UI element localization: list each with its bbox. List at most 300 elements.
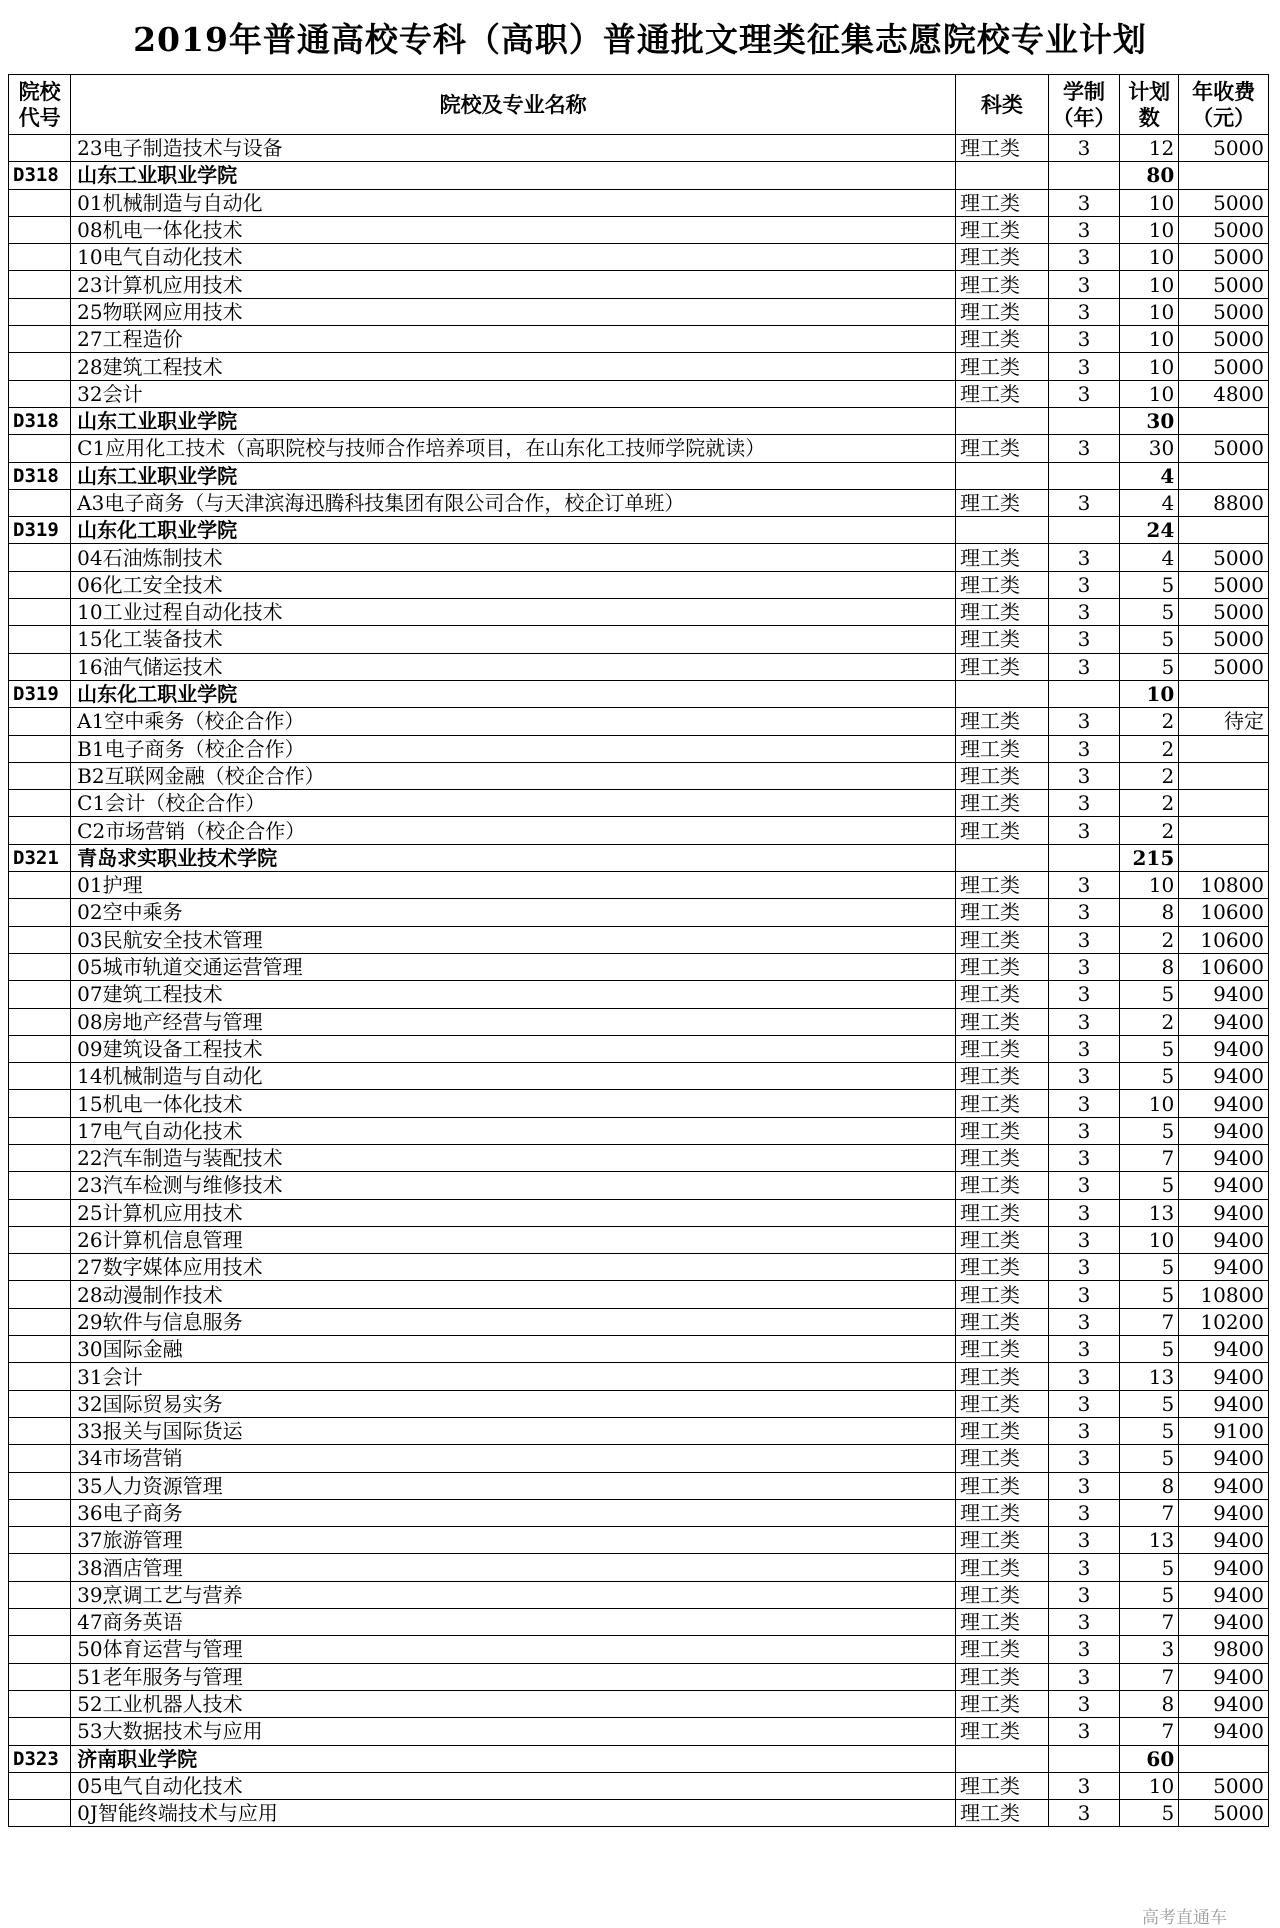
cell-name: 22汽车制造与装配技术 [71,1144,956,1171]
major-row [9,1499,1269,1526]
cell-fee: 5000 [1179,189,1269,216]
cell-fee [1179,407,1269,434]
major-row [9,1308,1269,1335]
major-row [9,1172,1269,1199]
cell-category: 理工类 [956,1008,1049,1035]
cell-duration: 3 [1048,1117,1119,1144]
cell-plan: 5 [1120,1336,1179,1363]
cell-duration: 3 [1048,653,1119,680]
major-row [9,599,1269,626]
cell-category: 理工类 [956,981,1049,1008]
cell-plan: 10 [1120,1226,1179,1253]
major-row [9,899,1269,926]
school-row [9,162,1269,189]
cell-fee [1179,680,1269,707]
cell-category: 理工类 [956,1090,1049,1117]
cell-duration: 3 [1048,1035,1119,1062]
major-row [9,953,1269,980]
cell-duration: 3 [1048,298,1119,325]
major-row [9,1800,1269,1827]
cell-name: 15机电一体化技术 [71,1090,956,1117]
cell-fee: 9100 [1179,1417,1269,1444]
major-row [9,735,1269,762]
cell-category: 理工类 [956,1718,1049,1745]
cell-fee: 10600 [1179,899,1269,926]
cell-fee: 10200 [1179,1308,1269,1335]
major-row [9,1199,1269,1226]
cell-plan: 8 [1120,899,1179,926]
cell-duration: 3 [1048,981,1119,1008]
major-row [9,135,1269,162]
cell-plan: 5 [1120,653,1179,680]
cell-name: 31会计 [71,1363,956,1390]
cell-plan: 5 [1120,1063,1179,1090]
cell-plan: 5 [1120,1554,1179,1581]
cell-name: 08房地产经营与管理 [71,1008,956,1035]
cell-code [9,735,71,762]
cell-category: 理工类 [956,1609,1049,1636]
major-row [9,762,1269,789]
cell-code [9,1199,71,1226]
cell-fee: 9400 [1179,1199,1269,1226]
cell-duration: 3 [1048,1144,1119,1171]
cell-duration: 3 [1048,1172,1119,1199]
cell-duration: 3 [1048,1554,1119,1581]
cell-name: 山东工业职业学院 [71,407,956,434]
cell-name: 02空中乘务 [71,899,956,926]
cell-category: 理工类 [956,953,1049,980]
cell-plan: 4 [1120,462,1179,489]
school-row [9,517,1269,544]
cell-category [956,407,1049,434]
cell-duration: 3 [1048,1690,1119,1717]
cell-category: 理工类 [956,1772,1049,1799]
major-row [9,1445,1269,1472]
header-category: 科类 [956,75,1049,135]
major-row [9,1063,1269,1090]
cell-duration [1048,462,1119,489]
cell-code [9,1090,71,1117]
cell-category: 理工类 [956,1363,1049,1390]
cell-name: 山东工业职业学院 [71,162,956,189]
cell-category: 理工类 [956,1336,1049,1363]
cell-plan: 8 [1120,953,1179,980]
cell-name: C1应用化工技术（高职院校与技师合作培养项目，在山东化工技师学院就读） [71,435,956,462]
cell-fee: 9400 [1179,1090,1269,1117]
cell-fee: 9400 [1179,1336,1269,1363]
cell-code [9,1226,71,1253]
cell-code [9,435,71,462]
cell-duration [1048,680,1119,707]
cell-name: 34市场营销 [71,1445,956,1472]
cell-duration: 3 [1048,1199,1119,1226]
enrollment-plan-table [8,74,1269,1827]
cell-plan: 2 [1120,708,1179,735]
major-row [9,1363,1269,1390]
cell-category: 理工类 [956,926,1049,953]
cell-plan: 7 [1120,1663,1179,1690]
cell-name: 28建筑工程技术 [71,353,956,380]
cell-name: 47商务英语 [71,1609,956,1636]
major-row [9,1690,1269,1717]
cell-code [9,1609,71,1636]
cell-category: 理工类 [956,1226,1049,1253]
cell-plan: 10 [1120,189,1179,216]
cell-category: 理工类 [956,380,1049,407]
cell-duration: 3 [1048,216,1119,243]
major-row [9,790,1269,817]
cell-name: 17电气自动化技术 [71,1117,956,1144]
cell-category: 理工类 [956,216,1049,243]
table-body [9,135,1269,1827]
cell-category: 理工类 [956,489,1049,516]
major-row [9,926,1269,953]
header-name: 院校及专业名称 [71,75,956,135]
cell-fee: 5000 [1179,135,1269,162]
major-row [9,544,1269,571]
cell-fee: 5000 [1179,1800,1269,1827]
cell-plan: 10 [1120,244,1179,271]
cell-name: 09建筑设备工程技术 [71,1035,956,1062]
cell-name: 51老年服务与管理 [71,1663,956,1690]
cell-plan: 5 [1120,1800,1179,1827]
major-row [9,1254,1269,1281]
cell-plan: 10 [1120,1772,1179,1799]
cell-name: 山东化工职业学院 [71,680,956,707]
cell-category: 理工类 [956,899,1049,926]
cell-name: 36电子商务 [71,1499,956,1526]
school-row [9,680,1269,707]
cell-fee: 5000 [1179,435,1269,462]
cell-name: 01机械制造与自动化 [71,189,956,216]
cell-plan: 10 [1120,298,1179,325]
table-header-row [9,75,1269,135]
cell-duration: 3 [1048,271,1119,298]
cell-category: 理工类 [956,1581,1049,1608]
cell-category: 理工类 [956,735,1049,762]
major-row [9,626,1269,653]
major-row [9,817,1269,844]
cell-fee: 5000 [1179,271,1269,298]
cell-category: 理工类 [956,1554,1049,1581]
cell-code [9,544,71,571]
cell-category: 理工类 [956,298,1049,325]
cell-code [9,380,71,407]
header-plan: 计划数 [1120,75,1179,135]
major-row [9,1090,1269,1117]
cell-plan: 7 [1120,1609,1179,1636]
cell-code [9,1554,71,1581]
major-row [9,353,1269,380]
cell-fee: 9400 [1179,1718,1269,1745]
cell-plan: 5 [1120,599,1179,626]
cell-code [9,189,71,216]
major-row [9,1718,1269,1745]
cell-name: 38酒店管理 [71,1554,956,1581]
major-row [9,981,1269,1008]
cell-code [9,872,71,899]
cell-name: 25物联网应用技术 [71,298,956,325]
major-row [9,1144,1269,1171]
cell-fee: 10600 [1179,953,1269,980]
cell-category: 理工类 [956,1472,1049,1499]
cell-code: D319 [9,517,71,544]
major-row [9,216,1269,243]
cell-name: 37旅游管理 [71,1527,956,1554]
cell-name: B1电子商务（校企合作） [71,735,956,762]
cell-plan: 5 [1120,1445,1179,1472]
cell-plan: 5 [1120,626,1179,653]
cell-category: 理工类 [956,435,1049,462]
cell-plan: 8 [1120,1690,1179,1717]
cell-category [956,462,1049,489]
cell-duration: 3 [1048,735,1119,762]
cell-name: 35人力资源管理 [71,1472,956,1499]
cell-category: 理工类 [956,1281,1049,1308]
cell-name: 14机械制造与自动化 [71,1063,956,1090]
cell-name: 03民航安全技术管理 [71,926,956,953]
cell-plan: 7 [1120,1718,1179,1745]
cell-duration: 3 [1048,1254,1119,1281]
cell-duration: 3 [1048,244,1119,271]
cell-fee: 9400 [1179,1472,1269,1499]
cell-code [9,1308,71,1335]
cell-code [9,953,71,980]
cell-fee [1179,517,1269,544]
cell-plan: 10 [1120,872,1179,899]
cell-plan: 7 [1120,1499,1179,1526]
cell-fee: 9400 [1179,1063,1269,1090]
major-row [9,1035,1269,1062]
major-row [9,1554,1269,1581]
watermark: 高考直通车 [1142,1908,1227,1928]
cell-duration: 3 [1048,1363,1119,1390]
cell-fee: 9400 [1179,1254,1269,1281]
cell-name: 25计算机应用技术 [71,1199,956,1226]
cell-category: 理工类 [956,571,1049,598]
cell-name: 39烹调工艺与营养 [71,1581,956,1608]
cell-fee: 9400 [1179,1499,1269,1526]
major-row [9,298,1269,325]
cell-code: D318 [9,162,71,189]
cell-code [9,1718,71,1745]
cell-name: 33报关与国际货运 [71,1417,956,1444]
cell-fee [1179,1745,1269,1772]
cell-code [9,353,71,380]
page-title: 2019年普通高校专科（高职）普通批文理类征集志愿院校专业计划 [133,20,1147,59]
cell-fee: 9400 [1179,1445,1269,1472]
major-row [9,708,1269,735]
cell-code [9,1636,71,1663]
cell-fee: 9400 [1179,1690,1269,1717]
cell-category: 理工类 [956,1499,1049,1526]
cell-plan: 13 [1120,1527,1179,1554]
cell-code [9,489,71,516]
school-row [9,844,1269,871]
cell-name: 15化工装备技术 [71,626,956,653]
cell-plan: 12 [1120,135,1179,162]
cell-category: 理工类 [956,1800,1049,1827]
cell-plan: 5 [1120,1417,1179,1444]
cell-plan: 2 [1120,790,1179,817]
cell-code [9,1336,71,1363]
cell-code [9,298,71,325]
cell-fee: 9400 [1179,1172,1269,1199]
cell-code [9,653,71,680]
cell-category: 理工类 [956,353,1049,380]
cell-category: 理工类 [956,817,1049,844]
cell-code [9,981,71,1008]
cell-name: 30国际金融 [71,1336,956,1363]
cell-plan: 215 [1120,844,1179,871]
cell-category: 理工类 [956,1063,1049,1090]
cell-fee: 5000 [1179,353,1269,380]
cell-plan: 2 [1120,735,1179,762]
cell-fee: 5000 [1179,326,1269,353]
cell-fee: 4800 [1179,380,1269,407]
cell-duration: 3 [1048,1417,1119,1444]
cell-duration [1048,517,1119,544]
cell-name: 32会计 [71,380,956,407]
cell-code [9,926,71,953]
cell-duration: 3 [1048,953,1119,980]
cell-category: 理工类 [956,872,1049,899]
cell-name: 07建筑工程技术 [71,981,956,1008]
cell-duration: 3 [1048,1609,1119,1636]
cell-plan: 24 [1120,517,1179,544]
cell-duration: 3 [1048,1226,1119,1253]
cell-category: 理工类 [956,135,1049,162]
major-row [9,1609,1269,1636]
cell-category [956,162,1049,189]
cell-category: 理工类 [956,1663,1049,1690]
cell-duration: 3 [1048,489,1119,516]
cell-duration: 3 [1048,1581,1119,1608]
major-row [9,653,1269,680]
cell-plan: 10 [1120,680,1179,707]
cell-fee: 5000 [1179,571,1269,598]
cell-plan: 5 [1120,1035,1179,1062]
cell-name: 04石油炼制技术 [71,544,956,571]
major-row [9,244,1269,271]
cell-code [9,1690,71,1717]
school-row [9,462,1269,489]
cell-fee: 待定 [1179,708,1269,735]
cell-code [9,1800,71,1827]
cell-duration: 3 [1048,872,1119,899]
cell-category: 理工类 [956,1035,1049,1062]
cell-plan: 10 [1120,1090,1179,1117]
cell-name: 53大数据技术与应用 [71,1718,956,1745]
major-row [9,1336,1269,1363]
cell-plan: 30 [1120,435,1179,462]
cell-plan: 2 [1120,762,1179,789]
cell-plan: 7 [1120,1144,1179,1171]
cell-plan: 10 [1120,271,1179,298]
major-row [9,326,1269,353]
major-row [9,1390,1269,1417]
cell-name: 23汽车检测与维修技术 [71,1172,956,1199]
cell-duration [1048,162,1119,189]
cell-duration: 3 [1048,1281,1119,1308]
cell-code [9,1445,71,1472]
cell-fee: 10800 [1179,872,1269,899]
cell-code: D323 [9,1745,71,1772]
header-duration: 学制（年） [1048,75,1119,135]
cell-code [9,1035,71,1062]
cell-fee: 8800 [1179,489,1269,516]
major-row [9,489,1269,516]
cell-duration [1048,407,1119,434]
cell-fee [1179,817,1269,844]
cell-fee: 9400 [1179,981,1269,1008]
cell-name: 52工业机器人技术 [71,1690,956,1717]
cell-code: D318 [9,462,71,489]
cell-fee: 5000 [1179,626,1269,653]
cell-fee: 9400 [1179,1390,1269,1417]
cell-category [956,517,1049,544]
cell-fee: 5000 [1179,298,1269,325]
cell-category: 理工类 [956,326,1049,353]
major-row [9,189,1269,216]
cell-duration: 3 [1048,326,1119,353]
cell-code: D321 [9,844,71,871]
cell-category: 理工类 [956,599,1049,626]
cell-code [9,571,71,598]
cell-code [9,1254,71,1281]
cell-fee: 9400 [1179,1554,1269,1581]
cell-fee: 10600 [1179,926,1269,953]
cell-code [9,817,71,844]
cell-code [9,1472,71,1499]
cell-duration: 3 [1048,926,1119,953]
cell-category [956,844,1049,871]
cell-name: 29软件与信息服务 [71,1308,956,1335]
cell-duration: 3 [1048,762,1119,789]
cell-fee: 9400 [1179,1581,1269,1608]
cell-fee [1179,844,1269,871]
cell-category: 理工类 [956,1636,1049,1663]
major-row [9,435,1269,462]
cell-name: 山东化工职业学院 [71,517,956,544]
cell-duration: 3 [1048,1472,1119,1499]
cell-duration: 3 [1048,135,1119,162]
cell-fee [1179,462,1269,489]
cell-code [9,1008,71,1035]
cell-code [9,1663,71,1690]
cell-duration: 3 [1048,1090,1119,1117]
cell-name: C1会计（校企合作） [71,790,956,817]
cell-duration: 3 [1048,1800,1119,1827]
cell-duration: 3 [1048,1527,1119,1554]
cell-category: 理工类 [956,626,1049,653]
cell-category: 理工类 [956,790,1049,817]
cell-category: 理工类 [956,1254,1049,1281]
cell-name: 01护理 [71,872,956,899]
cell-code [9,1527,71,1554]
major-row [9,1281,1269,1308]
cell-code [9,1172,71,1199]
cell-code [9,244,71,271]
cell-name: 05城市轨道交通运营管理 [71,953,956,980]
school-row [9,407,1269,434]
cell-fee: 9400 [1179,1663,1269,1690]
cell-code [9,1063,71,1090]
major-row [9,1663,1269,1690]
cell-duration: 3 [1048,1636,1119,1663]
major-row [9,1117,1269,1144]
cell-name: 济南职业学院 [71,1745,956,1772]
